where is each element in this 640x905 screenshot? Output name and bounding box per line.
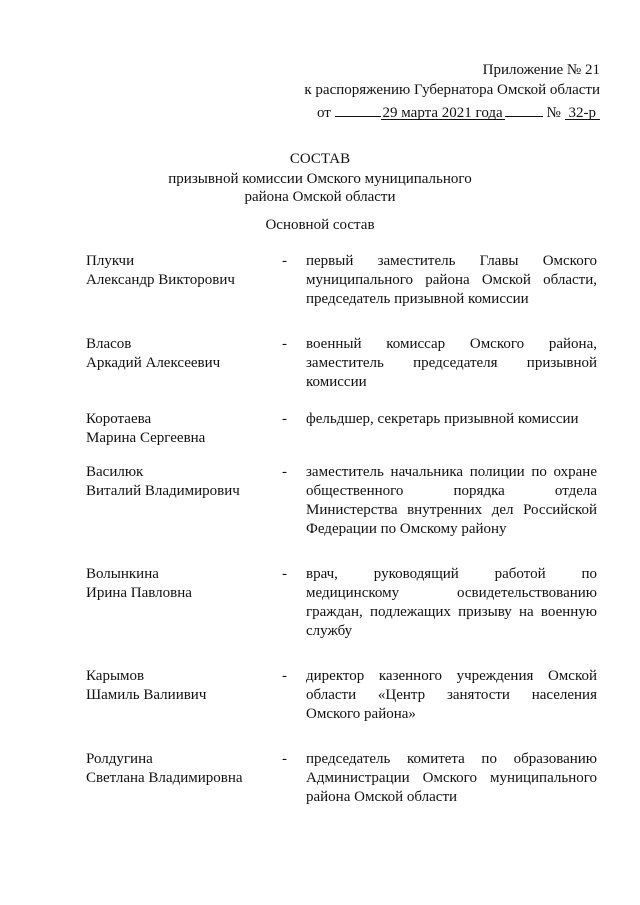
member-row <box>86 335 597 392</box>
document-header <box>280 60 600 123</box>
member-given-name: Виталий Владимирович <box>86 483 240 499</box>
member-role: председатель комитета по образованию Администрации Омского муниципального района Омской области <box>306 751 597 805</box>
member-given-name: Аркадий Алексеевич <box>86 355 221 371</box>
member-dash: - <box>282 253 287 269</box>
member-surname: Плукчи <box>86 253 135 269</box>
member-row <box>86 463 597 539</box>
member-surname: Ролдугина <box>86 751 153 767</box>
member-given-name: Шамиль Валиивич <box>86 687 207 703</box>
member-row <box>86 252 597 309</box>
member-given-name: Александр Викторович <box>86 272 235 288</box>
decree-reference: к распоряжению Губернатора Омской области <box>304 82 600 98</box>
member-name <box>86 565 282 641</box>
decree-date: 29 марта 2021 года <box>382 105 503 121</box>
member-surname: Волынкина <box>86 566 159 582</box>
section-label: Основной состав <box>265 217 375 233</box>
member-role: первый заместитель Главы Омского муниципального района Омской области, председатель призывной комиссии <box>306 253 597 307</box>
member-dash: - <box>282 464 287 480</box>
title-subtitle-line2: района Омской области <box>244 189 396 205</box>
member-row <box>86 410 597 448</box>
members-list <box>86 252 597 807</box>
member-name <box>86 750 282 807</box>
decree-number: 32-р <box>565 103 601 120</box>
member-role: военный комиссар Омского района, заместитель председателя призывной комиссии <box>306 336 597 390</box>
member-dash: - <box>282 668 287 684</box>
member-row <box>86 565 597 641</box>
member-given-name: Светлана Владимировна <box>86 770 243 786</box>
member-name <box>86 335 282 392</box>
member-dash: - <box>282 336 287 352</box>
number-label: № <box>546 105 561 121</box>
member-given-name: Ирина Павловна <box>86 585 192 601</box>
member-name <box>86 463 282 539</box>
from-label: от <box>316 105 331 121</box>
member-role: фельдшер, секретарь призывной комиссии <box>306 411 579 427</box>
member-surname: Василюк <box>86 464 144 480</box>
title-subtitle-line1: призывной комиссии Омского муниципального <box>168 171 472 187</box>
member-dash: - <box>282 566 287 582</box>
member-name <box>86 252 282 309</box>
member-surname: Коротаева <box>86 411 152 427</box>
member-role: директор казенного учреждения Омской области «Центр занятости населения Омского района» <box>306 668 597 722</box>
date-blank-right <box>505 100 543 117</box>
member-name <box>86 667 282 724</box>
decree-date-line <box>280 100 600 123</box>
member-surname: Карымов <box>86 668 145 684</box>
member-dash: - <box>282 751 287 767</box>
member-row <box>86 667 597 724</box>
member-name <box>86 410 282 448</box>
member-given-name: Марина Сергеевна <box>86 430 206 446</box>
member-role: врач, руководящий работой по медицинскому освидетельствованию граждан, подлежащих призыву на военную службу <box>306 566 597 639</box>
title-heading: СОСТАВ <box>289 151 351 167</box>
appendix-number: Приложение № 21 <box>482 62 600 78</box>
date-blank-left <box>335 100 381 117</box>
member-surname: Власов <box>86 336 132 352</box>
member-row <box>86 750 597 807</box>
document-title <box>0 150 640 206</box>
member-dash: - <box>282 411 287 427</box>
member-role: заместитель начальника полиции по охране общественного порядка отдела Министерства внутренних дел Российской Федерации по Омскому району <box>306 464 597 537</box>
